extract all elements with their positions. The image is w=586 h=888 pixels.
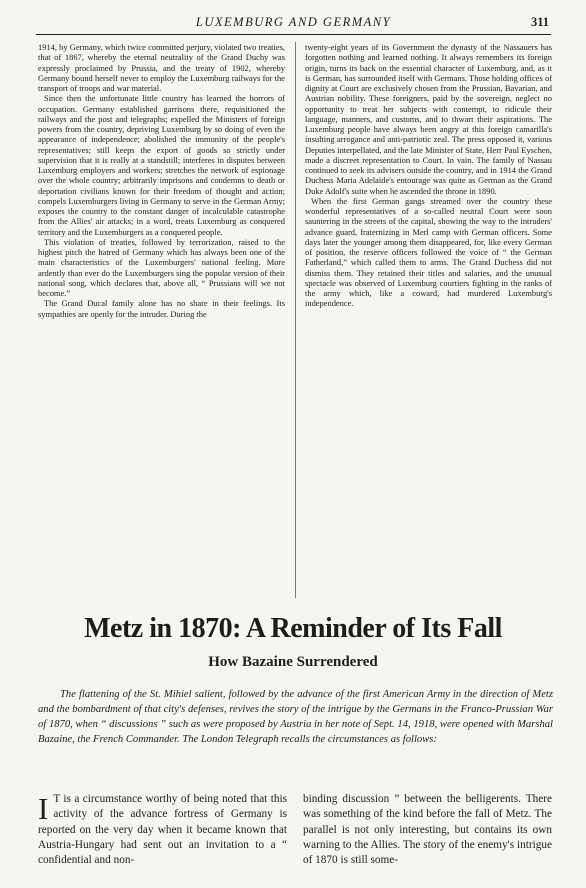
- article2-column-1: [38, 792, 287, 868]
- column-divider: [295, 42, 296, 598]
- article-subheadline: How Bazaine Surrendered: [208, 654, 378, 670]
- article1-column-1: [38, 42, 285, 319]
- paragraph: T is a circumstance worthy of being noted that this activity of the advance fortress of Germany is reported on the very day when it became known that Austria-Hungary had sent out an invitation to a “ confidential and non-: [38, 793, 287, 867]
- paragraph: This violation of treaties, followed by terrorization, raised to the highest pitch the hatred of Germany which has always been one of the main characteristics of the Luxemburgers' national feeling. More ardently than ever do the Luxemburgers sing the popular version of their national song, which declares that, above all, “ Prussians will we not become.”: [38, 236, 285, 298]
- page-number: 311: [530, 15, 549, 29]
- running-title: LUXEMBURG AND GERMANY: [195, 15, 392, 29]
- paragraph: 1914, by Germany, which twice committed perjury, violated two treaties, that of 1867, whereby the eternal neutrality of the Grand Duchy was expressly proclaimed by Prussia, and the treaty of 1902, whereby Germany bound herself never to employ the Luxemburg railways for the transport of troops and war material.: [38, 42, 285, 93]
- article-headline: Metz in 1870: A Reminder of Its Fall: [84, 613, 502, 644]
- article-intro: The flattening of the St. Mihiel salient, followed by the advance of the first American Army in the direction of Metz and the bombardment of that city's defenses, revives the story of the intrigue by the Germans in the Franco-Prussian War of 1870, when “ discussions ” such as were proposed by Austria in her note of Sept. 14, 1918, were opened with Marshal Bazaine, the French Commander. The London Telegraph recalls the circumstances as follows:: [38, 689, 553, 745]
- paragraph: The Grand Ducal family alone has no share in their feelings. Its sympathies are openly for the intruder. During the: [38, 298, 285, 319]
- paragraph: When the first German gangs streamed over the country these wonderful representatives of a so-called neutral Court were soon sauntering in the streets of the capital, showing the way to the intruders' advance guard, fraternizing in Merl camp with German officers. Some days later the younger among them disappeared, for, like every German of position, the reserve officers followed the voice of “ the German Fatherland,” which called them to arms. The Grand Duchess did not dismiss them. They retained their titles and salaries, and the unusual spectacle was observed of Luxemburg courtiers fighting in the ranks of the army which, like a coward, had murdered Luxemburg's independence.: [305, 195, 552, 309]
- paragraph: twenty-eight years of its Government the dynasty of the Nassauers has forgotten nothing and learned nothing. It always remembers its foreign origin, turns its back on the essential character of Luxemburg, and, as it is German, has surrounded itself with Germans. Those holding offices of dignity at Court are exclusively chosen from the Prussian, Bavarian, and Austrian nobility. These foreigners, paid by the sovereign, neglect no opportunity to treat her subjects with contempt, to ridicule their language, manners, and customs, and to thwart their aspirations. The Luxemburg people have always been angry at this foreign camarilla's insulting arrogance and anti-patriotic zeal. The press opposed it, various Deputies interpellated, and the late Minister of State, Herr Paul Eyschen, made a discreet representation to Court. In vain. The family of Nassau continued to seek its advisers outside the country, and in 1914 the Grand Duchess Maria Adelaide's entourage was quite as German as the Grand Duke Adolf's suite when he ascended the throne in 1890.: [305, 42, 552, 196]
- article1-column-2: [305, 42, 552, 309]
- running-header: [36, 14, 551, 35]
- paragraph: binding discussion ” between the belligerents. There was something of the kind before the fall of Metz. The parallel is not only interesting, but contains its own warning to the Allies. The story of the enemy's intrigue of 1870 is still some-: [303, 793, 552, 867]
- drop-cap: I: [38, 791, 49, 826]
- paragraph: Since then the unfortunate little country has learned the horrors of occupation. Germany established garrisons there, requisitioned the railways and the post and telegraphs; expelled the Ministers of foreign powers from the country, depriving Luxemburg by so doing of even the appearance of independence; abolished the immunity of the people's representatives; still keeps the export of goods so strictly under supervision that it is really at a standstill; interferes in disputes between Luxemburg employers and workers; stretches the network of espionage over the whole country; arbitrarily imprisons and condemns to death or deportation civilians known for their freedom of thought and action; compels Luxemburgers living in Germany to serve in the German Army; exposes the country to the constant danger of incalculable catastrophe from the Allies' air attacks; in a word, treats Luxemburg as conquered territory and the Luxemburgers as a conquered people.: [38, 93, 285, 237]
- article2-column-2: [303, 792, 552, 868]
